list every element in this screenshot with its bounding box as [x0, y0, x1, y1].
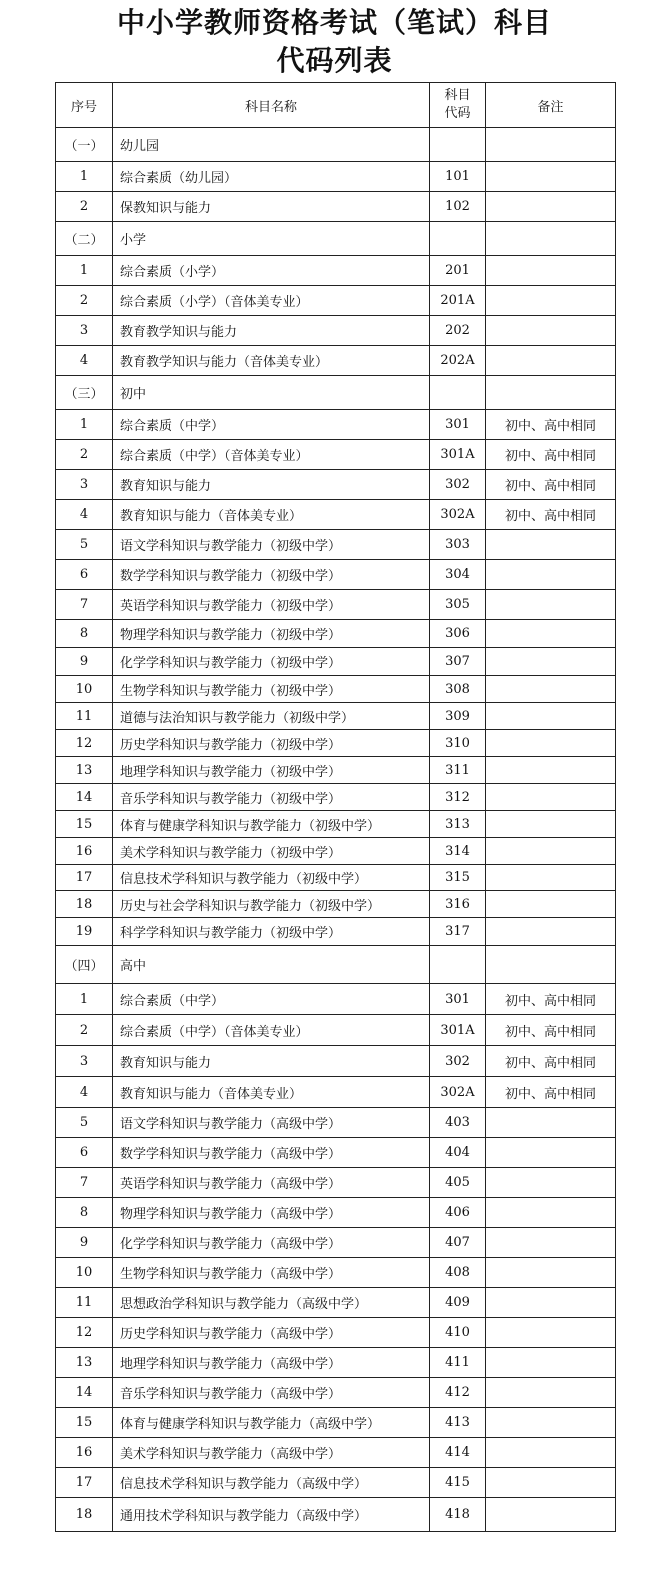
row-note: 初中、高中相同	[486, 1015, 616, 1046]
table-row	[56, 838, 616, 865]
table-row	[56, 410, 616, 440]
row-seq: （三）	[56, 376, 113, 410]
table-row	[56, 757, 616, 784]
row-note: 初中、高中相同	[486, 984, 616, 1015]
row-subject-name: 综合素质（中学）（音体美专业）	[113, 440, 430, 470]
row-note	[486, 560, 616, 590]
table-row	[56, 1108, 616, 1138]
row-subject-code: 315	[430, 865, 486, 891]
row-seq: 4	[56, 1077, 113, 1108]
table-row	[56, 676, 616, 703]
row-subject-code: 302	[430, 1046, 486, 1077]
row-subject-name: 生物学科知识与教学能力（初级中学）	[113, 676, 430, 703]
row-seq: 5	[56, 530, 113, 560]
row-seq: 3	[56, 470, 113, 500]
row-seq: 1	[56, 162, 113, 192]
table-row	[56, 1378, 616, 1408]
table-row	[56, 1258, 616, 1288]
table-row	[56, 865, 616, 891]
table-row	[56, 620, 616, 648]
table-row	[56, 730, 616, 757]
table-row	[56, 648, 616, 676]
row-seq: 17	[56, 865, 113, 891]
row-note	[486, 316, 616, 346]
row-subject-code: 308	[430, 676, 486, 703]
row-note: 初中、高中相同	[486, 1046, 616, 1077]
row-note	[486, 784, 616, 811]
header-code-line2: 代码	[444, 106, 471, 121]
row-seq: 1	[56, 256, 113, 286]
row-subject-code: 408	[430, 1258, 486, 1288]
row-note	[486, 1228, 616, 1258]
row-seq: 6	[56, 1138, 113, 1168]
row-subject-name: 物理学科知识与教学能力（高级中学）	[113, 1198, 430, 1228]
row-seq: 14	[56, 1378, 113, 1408]
row-subject-name: 综合素质（中学）（音体美专业）	[113, 1015, 430, 1046]
row-subject-code: 301	[430, 984, 486, 1015]
row-subject-code: 412	[430, 1378, 486, 1408]
row-seq: 8	[56, 1198, 113, 1228]
row-note	[486, 1198, 616, 1228]
table-row	[56, 1168, 616, 1198]
table-row	[56, 891, 616, 918]
row-note	[486, 1258, 616, 1288]
row-subject-name: 教育知识与能力（音体美专业）	[113, 500, 430, 530]
row-subject-code: 313	[430, 811, 486, 838]
table-body	[56, 128, 616, 1532]
row-subject-name: 英语学科知识与教学能力（初级中学）	[113, 590, 430, 620]
row-seq: 7	[56, 590, 113, 620]
row-subject-code: 302	[430, 470, 486, 500]
table-row	[56, 316, 616, 346]
table-row	[56, 346, 616, 376]
row-note	[486, 1318, 616, 1348]
subject-code-table	[55, 82, 616, 1532]
row-note: 初中、高中相同	[486, 410, 616, 440]
row-note	[486, 192, 616, 222]
row-note: 初中、高中相同	[486, 500, 616, 530]
header-code-line1: 科目	[444, 88, 471, 103]
row-note	[486, 346, 616, 376]
row-seq: 18	[56, 891, 113, 918]
row-seq: 1	[56, 410, 113, 440]
table-row	[56, 470, 616, 500]
row-subject-code: 202	[430, 316, 486, 346]
row-seq: 8	[56, 620, 113, 648]
row-subject-code: 418	[430, 1498, 486, 1532]
row-note	[486, 891, 616, 918]
row-note	[486, 1408, 616, 1438]
row-subject-code: 404	[430, 1138, 486, 1168]
row-subject-name: 地理学科知识与教学能力（初级中学）	[113, 757, 430, 784]
row-note	[486, 946, 616, 984]
row-seq: 16	[56, 1438, 113, 1468]
row-note	[486, 1168, 616, 1198]
page-title: 中小学教师资格考试（笔试）科目	[116, 6, 552, 39]
row-subject-code: 302A	[430, 1077, 486, 1108]
row-note	[486, 1348, 616, 1378]
row-subject-name: 美术学科知识与教学能力（初级中学）	[113, 838, 430, 865]
table-row	[56, 286, 616, 316]
row-subject-code: 305	[430, 590, 486, 620]
row-subject-name: 历史学科知识与教学能力（初级中学）	[113, 730, 430, 757]
row-subject-name: 化学学科知识与教学能力（初级中学）	[113, 648, 430, 676]
row-seq: 11	[56, 703, 113, 730]
row-subject-name: 道德与法治知识与教学能力（初级中学）	[113, 703, 430, 730]
row-subject-name: 数学学科知识与教学能力（初级中学）	[113, 560, 430, 590]
row-note	[486, 222, 616, 256]
row-note	[486, 865, 616, 891]
row-note	[486, 918, 616, 946]
table-row	[56, 376, 616, 410]
row-seq: 4	[56, 500, 113, 530]
table-row	[56, 1138, 616, 1168]
table-row	[56, 784, 616, 811]
row-subject-code: 301A	[430, 440, 486, 470]
row-subject-name: 教育知识与能力	[113, 470, 430, 500]
row-note	[486, 256, 616, 286]
row-seq: 5	[56, 1108, 113, 1138]
table-row	[56, 440, 616, 470]
row-subject-name: 教育知识与能力	[113, 1046, 430, 1077]
row-subject-name: 初中	[113, 376, 430, 410]
row-seq: 18	[56, 1498, 113, 1532]
row-subject-name: 综合素质（小学）（音体美专业）	[113, 286, 430, 316]
row-subject-name: 保教知识与能力	[113, 192, 430, 222]
row-seq: 2	[56, 440, 113, 470]
row-note	[486, 1498, 616, 1532]
row-subject-name: 美术学科知识与教学能力（高级中学）	[113, 1438, 430, 1468]
row-subject-code: 102	[430, 192, 486, 222]
table-row	[56, 256, 616, 286]
row-subject-code: 316	[430, 891, 486, 918]
row-subject-name: 历史与社会学科知识与教学能力（初级中学）	[113, 891, 430, 918]
row-subject-name: 思想政治学科知识与教学能力（高级中学）	[113, 1288, 430, 1318]
table-row	[56, 984, 616, 1015]
row-subject-code: 101	[430, 162, 486, 192]
row-seq: 15	[56, 1408, 113, 1438]
table-row	[56, 1408, 616, 1438]
table-row	[56, 1046, 616, 1077]
row-subject-code	[430, 946, 486, 984]
row-subject-code: 303	[430, 530, 486, 560]
row-subject-code: 407	[430, 1228, 486, 1258]
row-note	[486, 590, 616, 620]
row-subject-name: 综合素质（中学）	[113, 984, 430, 1015]
row-subject-name: 数学学科知识与教学能力（高级中学）	[113, 1138, 430, 1168]
row-seq: 4	[56, 346, 113, 376]
table-row	[56, 918, 616, 946]
row-note	[486, 757, 616, 784]
row-subject-name: 音乐学科知识与教学能力（初级中学）	[113, 784, 430, 811]
row-subject-code: 307	[430, 648, 486, 676]
row-seq: 16	[56, 838, 113, 865]
row-subject-code: 403	[430, 1108, 486, 1138]
row-subject-code: 306	[430, 620, 486, 648]
row-subject-name: 综合素质（小学）	[113, 256, 430, 286]
table-row	[56, 1288, 616, 1318]
row-note: 初中、高中相同	[486, 440, 616, 470]
row-seq: 6	[56, 560, 113, 590]
row-subject-code: 413	[430, 1408, 486, 1438]
header-subject-name: 科目名称	[113, 83, 430, 128]
row-seq: 13	[56, 757, 113, 784]
row-subject-name: 信息技术学科知识与教学能力（初级中学）	[113, 865, 430, 891]
table-row	[56, 500, 616, 530]
table-row	[56, 1198, 616, 1228]
row-seq: 12	[56, 730, 113, 757]
row-subject-code: 201	[430, 256, 486, 286]
table-row	[56, 1348, 616, 1378]
row-note	[486, 838, 616, 865]
row-subject-code: 411	[430, 1348, 486, 1378]
row-subject-name: 教育教学知识与能力（音体美专业）	[113, 346, 430, 376]
row-subject-name: 通用技术学科知识与教学能力（高级中学）	[113, 1498, 430, 1532]
row-seq: 9	[56, 1228, 113, 1258]
page-subtitle: 代码列表	[276, 44, 393, 77]
row-seq: 10	[56, 676, 113, 703]
row-seq: 11	[56, 1288, 113, 1318]
row-subject-code	[430, 128, 486, 162]
row-seq: 15	[56, 811, 113, 838]
row-subject-code: 406	[430, 1198, 486, 1228]
row-subject-name: 体育与健康学科知识与教学能力（高级中学）	[113, 1408, 430, 1438]
row-subject-code: 311	[430, 757, 486, 784]
row-note	[486, 1288, 616, 1318]
table-row	[56, 590, 616, 620]
row-seq: 12	[56, 1318, 113, 1348]
header-seq: 序号	[56, 83, 113, 128]
row-subject-code: 312	[430, 784, 486, 811]
row-subject-code: 301	[430, 410, 486, 440]
row-subject-name: 小学	[113, 222, 430, 256]
row-seq: 2	[56, 286, 113, 316]
table-row	[56, 1015, 616, 1046]
row-subject-name: 生物学科知识与教学能力（高级中学）	[113, 1258, 430, 1288]
row-subject-name: 地理学科知识与教学能力（高级中学）	[113, 1348, 430, 1378]
header-note: 备注	[486, 83, 616, 128]
row-subject-code: 409	[430, 1288, 486, 1318]
row-subject-name: 音乐学科知识与教学能力（高级中学）	[113, 1378, 430, 1408]
row-seq: 19	[56, 918, 113, 946]
row-note: 初中、高中相同	[486, 1077, 616, 1108]
row-subject-name: 体育与健康学科知识与教学能力（初级中学）	[113, 811, 430, 838]
row-subject-name: 综合素质（中学）	[113, 410, 430, 440]
table-row	[56, 946, 616, 984]
row-note	[486, 703, 616, 730]
row-subject-name: 语文学科知识与教学能力（初级中学）	[113, 530, 430, 560]
row-note	[486, 128, 616, 162]
row-note	[486, 676, 616, 703]
row-note	[486, 648, 616, 676]
table-header-row	[56, 83, 616, 128]
row-subject-code: 301A	[430, 1015, 486, 1046]
row-seq: （四）	[56, 946, 113, 984]
table-row	[56, 1077, 616, 1108]
row-subject-name: 英语学科知识与教学能力（高级中学）	[113, 1168, 430, 1198]
row-subject-code: 304	[430, 560, 486, 590]
row-subject-name: 幼儿园	[113, 128, 430, 162]
row-subject-name: 综合素质（幼儿园）	[113, 162, 430, 192]
row-seq: 14	[56, 784, 113, 811]
row-subject-name: 教育教学知识与能力	[113, 316, 430, 346]
header-subject-code	[430, 83, 486, 128]
row-seq: 7	[56, 1168, 113, 1198]
row-note: 初中、高中相同	[486, 470, 616, 500]
row-subject-name: 信息技术学科知识与教学能力（高级中学）	[113, 1468, 430, 1498]
row-subject-code: 415	[430, 1468, 486, 1498]
table-row	[56, 1228, 616, 1258]
row-subject-code: 414	[430, 1438, 486, 1468]
row-subject-code	[430, 376, 486, 410]
row-subject-name: 历史学科知识与教学能力（高级中学）	[113, 1318, 430, 1348]
row-seq: 9	[56, 648, 113, 676]
row-note	[486, 530, 616, 560]
row-subject-code: 309	[430, 703, 486, 730]
row-subject-name: 物理学科知识与教学能力（初级中学）	[113, 620, 430, 648]
table-row	[56, 703, 616, 730]
row-subject-code	[430, 222, 486, 256]
row-note	[486, 1438, 616, 1468]
row-subject-code: 410	[430, 1318, 486, 1348]
row-note	[486, 730, 616, 757]
row-seq: 3	[56, 1046, 113, 1077]
table-row	[56, 192, 616, 222]
row-seq: 10	[56, 1258, 113, 1288]
row-note	[486, 286, 616, 316]
row-subject-code: 310	[430, 730, 486, 757]
row-seq: 17	[56, 1468, 113, 1498]
row-subject-name: 高中	[113, 946, 430, 984]
table-row	[56, 128, 616, 162]
row-note	[486, 162, 616, 192]
row-note	[486, 1108, 616, 1138]
row-subject-code: 314	[430, 838, 486, 865]
table-row	[56, 1498, 616, 1532]
table-row	[56, 811, 616, 838]
row-seq: 1	[56, 984, 113, 1015]
row-subject-name: 语文学科知识与教学能力（高级中学）	[113, 1108, 430, 1138]
table-row	[56, 560, 616, 590]
row-note	[486, 620, 616, 648]
row-subject-code: 405	[430, 1168, 486, 1198]
row-note	[486, 1138, 616, 1168]
table-row	[56, 1438, 616, 1468]
row-subject-name: 教育知识与能力（音体美专业）	[113, 1077, 430, 1108]
table-row	[56, 1468, 616, 1498]
row-subject-name: 科学学科知识与教学能力（初级中学）	[113, 918, 430, 946]
row-seq: 3	[56, 316, 113, 346]
row-seq: 2	[56, 192, 113, 222]
table-row	[56, 222, 616, 256]
table-row	[56, 1318, 616, 1348]
row-note	[486, 1378, 616, 1408]
row-seq: 2	[56, 1015, 113, 1046]
row-seq: （二）	[56, 222, 113, 256]
row-note	[486, 811, 616, 838]
table-row	[56, 162, 616, 192]
row-subject-code: 317	[430, 918, 486, 946]
table-row	[56, 530, 616, 560]
row-note	[486, 376, 616, 410]
row-subject-code: 302A	[430, 500, 486, 530]
row-subject-code: 202A	[430, 346, 486, 376]
row-subject-code: 201A	[430, 286, 486, 316]
row-seq: （一）	[56, 128, 113, 162]
row-note	[486, 1468, 616, 1498]
row-subject-name: 化学学科知识与教学能力（高级中学）	[113, 1228, 430, 1258]
row-seq: 13	[56, 1348, 113, 1378]
